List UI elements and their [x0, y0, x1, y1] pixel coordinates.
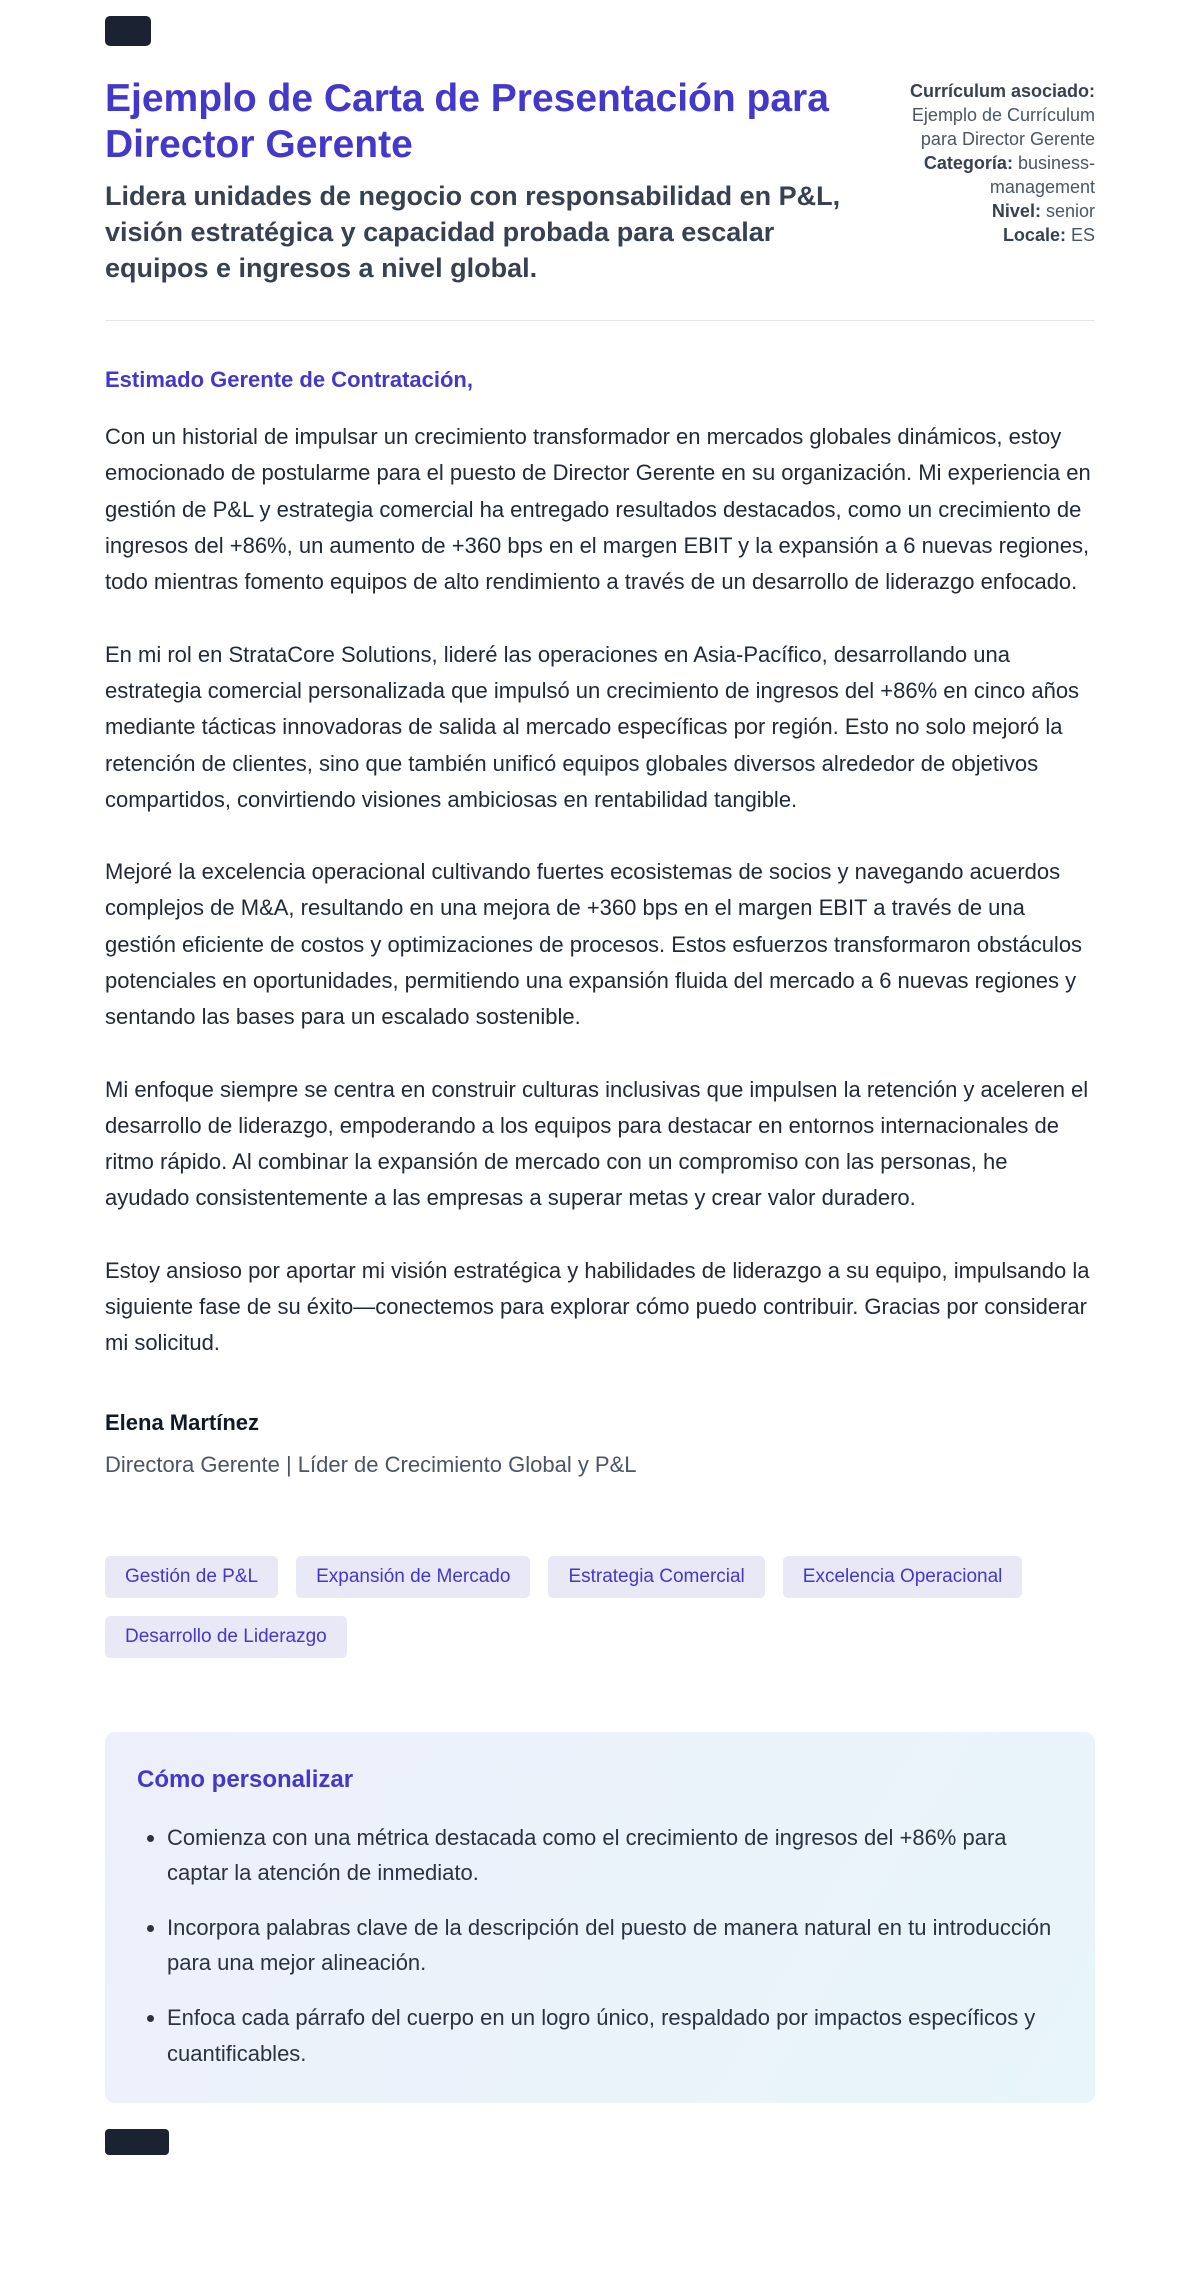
- signature-name: Elena Martínez: [105, 1409, 260, 1435]
- letter-paragraph: Mi enfoque siempre se centra en construir culturas inclusivas que impulsen la retención y aceleren el desarrollo de liderazgo, empoderando a los equipos para destacar en entornos internacionales de ritmo rápido. Al combinar la expansión de mercado con un compromiso con las personas, he ayudado consistentemente a las empresas a superar metas y crear valor duradero.: [105, 1076, 1089, 1211]
- tag-chip[interactable]: Desarrollo de Liderazgo: [105, 1616, 347, 1658]
- meta-associated-resume-link[interactable]: Ejemplo de Currículum para Director Gerente: [911, 104, 1095, 149]
- page-title: Ejemplo de Carta de Presentación para Director Gerente: [105, 77, 829, 166]
- footer-logo[interactable]: [105, 2129, 169, 2155]
- tips-item: • Comienza con una métrica destacada como el crecimiento de ingresos del +86% para captar la atención de inmediato.: [167, 1820, 1063, 1890]
- page-container: [105, 0, 1095, 2173]
- tag-chip[interactable]: Estrategia Comercial: [548, 1556, 764, 1598]
- page-subtitle: Lidera unidades de negocio con responsabilidad en P&L, visión estratégica y capacidad probada para escalar equipos e ingresos a nivel global.: [105, 181, 841, 283]
- tips-title: Cómo personalizar: [137, 1765, 354, 1793]
- cover-letter-body: [105, 367, 1095, 1478]
- tips-list: [137, 1820, 1063, 2071]
- meta-label: Categoría:: [923, 152, 1013, 173]
- meta-label: Nivel:: [991, 200, 1041, 221]
- meta-category: [881, 152, 1095, 200]
- page-header: [105, 76, 1095, 286]
- letter-paragraph: En mi rol en StrataCore Solutions, lideré las operaciones en Asia-Pacífico, desarrollando una estrategia comercial personalizada que impulsó un crecimiento de ingresos del +86% en cinco años mediante tácticas innovadoras de salida al mercado específicas por región. Esto no solo mejoró la retención de clientes, sino que también unificó equipos globales diversos alrededor de objetivos compartidos, convirtiendo visiones ambiciosas en rentabilidad tangible.: [105, 641, 1080, 812]
- tips-box: [105, 1732, 1095, 2103]
- tag-chip[interactable]: Excelencia Operacional: [783, 1556, 1023, 1598]
- tags-section: [105, 1556, 1095, 1658]
- meta-value: ES: [1070, 224, 1095, 245]
- tag-chip[interactable]: Gestión de P&L: [105, 1556, 278, 1598]
- meta-label: Locale:: [1002, 224, 1066, 245]
- meta-value: senior: [1045, 200, 1095, 221]
- site-logo[interactable]: [105, 16, 151, 46]
- meta-locale: [881, 224, 1095, 248]
- signature-title: Directora Gerente | Líder de Crecimiento Global y P&L: [105, 1451, 637, 1477]
- meta-associated-resume: [881, 80, 1095, 152]
- meta-panel: [881, 76, 1095, 248]
- meta-level: [881, 200, 1095, 224]
- tips-item: • Incorpora palabras clave de la descripción del puesto de manera natural en tu introducción para una mejor alineación.: [167, 1910, 1063, 1980]
- letter-paragraph: Estoy ansioso por aportar mi visión estratégica y habilidades de liderazgo a su equipo, impulsando la siguiente fase de su éxito—conectemos para explorar cómo puedo contribuir. Gracias por considerar mi solicitud.: [105, 1257, 1090, 1356]
- letter-paragraph: Con un historial de impulsar un crecimiento transformador en mercados globales dinámicos, estoy emocionado de postularme para el puesto de Director Gerente en su organización. Mi experiencia en gestión de P&L y estrategia comercial ha entregado resultados destacados, como un crecimiento de ingresos del +86%, un aumento de +360 bps en el margen EBIT y la expansión a 6 nuevas regiones, todo mientras fomento equipos de alto rendimiento a través de un desarrollo de liderazgo enfocado.: [105, 424, 1091, 595]
- letter-paragraph: Mejoré la excelencia operacional cultivando fuertes ecosistemas de socios y navegando acuerdos complejos de M&A, resultando en una mejora de +360 bps en el margen EBIT a través de una gestión eficiente de costos y optimizaciones de procesos. Estos esfuerzos transformaron obstáculos potenciales en oportunidades, permitiendo una expansión fluida del mercado a 6 nuevas regiones y sentando las bases para un escalado sostenible.: [105, 859, 1083, 1030]
- meta-value: business-management: [989, 152, 1095, 197]
- tag-chip[interactable]: Expansión de Mercado: [296, 1556, 530, 1598]
- tips-item: • Enfoca cada párrafo del cuerpo en un logro único, respaldado por impactos específicos y cuantificables.: [167, 2000, 1063, 2070]
- letter-greeting: Estimado Gerente de Contratación,: [105, 367, 473, 393]
- meta-label: Currículum asociado:: [909, 81, 1095, 101]
- header-text-block: [105, 76, 841, 286]
- header-divider: [105, 320, 1095, 321]
